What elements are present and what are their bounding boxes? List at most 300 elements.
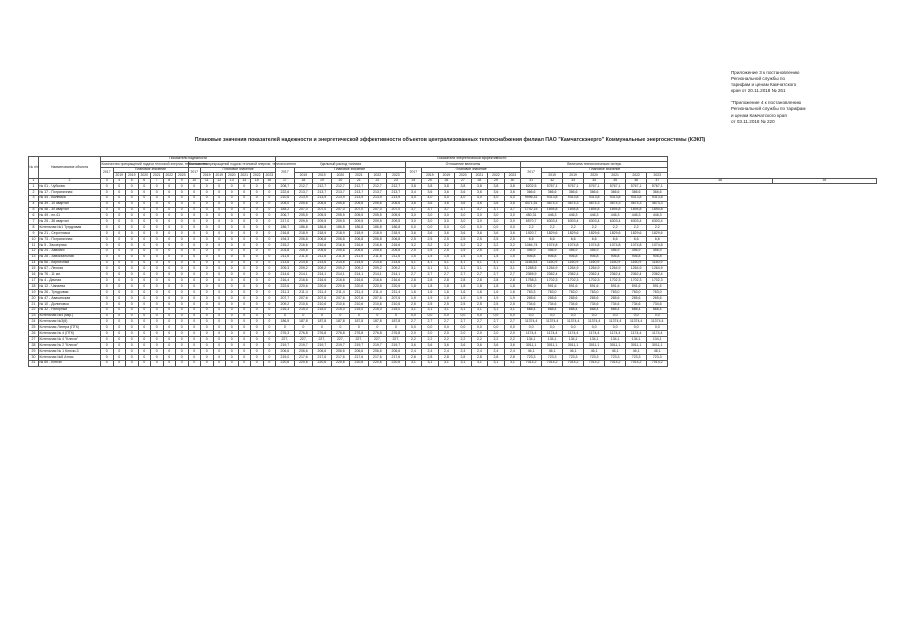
value-cell: 0 bbox=[101, 195, 114, 201]
value-cell: 276,8 bbox=[350, 331, 369, 337]
value-cell: 216,6 bbox=[294, 278, 313, 284]
value-cell: 1829,6 bbox=[542, 231, 563, 237]
value-cell: 906,8 bbox=[605, 254, 626, 260]
value-cell: 0 bbox=[238, 195, 251, 201]
value-cell: 0 bbox=[101, 225, 114, 231]
value-cell: 4,1 bbox=[504, 260, 521, 266]
object-name: № 21 - Сероглазка bbox=[39, 231, 101, 237]
value-cell: 0 bbox=[138, 231, 151, 237]
value-cell: 0 bbox=[126, 254, 139, 260]
value-cell: 2,5 bbox=[438, 301, 455, 307]
value-cell: 217,6 bbox=[294, 354, 313, 360]
value-cell: 0 bbox=[151, 331, 164, 337]
value-cell: 0 bbox=[163, 207, 176, 213]
value-cell: 206,7 bbox=[276, 213, 295, 219]
value-cell: 1920,7 bbox=[521, 231, 542, 237]
value-cell: 1694,8 bbox=[542, 207, 563, 213]
value-cell: 0 bbox=[176, 242, 189, 248]
value-cell: 0 bbox=[101, 201, 114, 207]
value-cell: 0 bbox=[201, 213, 214, 219]
value-cell: 0 bbox=[101, 236, 114, 242]
value-cell: 0 bbox=[201, 272, 214, 278]
header-year: 2019 bbox=[294, 173, 313, 178]
value-cell: 3,1 bbox=[471, 266, 488, 272]
value-cell: 0,0 bbox=[455, 225, 472, 231]
value-cell: 0 bbox=[113, 201, 126, 207]
value-cell: 0 bbox=[226, 313, 239, 319]
row-number: 29 bbox=[29, 348, 39, 354]
value-cell: 0 bbox=[251, 295, 264, 301]
value-cell: 0 bbox=[226, 219, 239, 225]
value-cell: 0 bbox=[263, 195, 276, 201]
value-cell: 211,6 bbox=[387, 254, 406, 260]
value-cell: 0 bbox=[263, 319, 276, 325]
value-cell: 11374,4 bbox=[584, 319, 605, 325]
value-cell: 9313,8 bbox=[542, 195, 563, 201]
value-cell: 214,6 bbox=[331, 260, 350, 266]
value-cell: 0 bbox=[251, 331, 264, 337]
value-cell: 0 bbox=[163, 348, 176, 354]
value-cell: 3,6 bbox=[422, 189, 439, 195]
value-cell: 0 bbox=[263, 236, 276, 242]
value-cell: 220,6 bbox=[331, 284, 350, 290]
value-cell: 2,7 bbox=[438, 272, 455, 278]
value-cell: 9996,41 bbox=[521, 195, 542, 201]
value-cell: 2,2 bbox=[626, 225, 647, 231]
value-cell: 187,8 bbox=[294, 319, 313, 325]
value-cell: 0 bbox=[176, 284, 189, 290]
value-cell: 2,2 bbox=[605, 225, 626, 231]
value-cell: 205,6 bbox=[350, 248, 369, 254]
value-cell: 0 bbox=[226, 266, 239, 272]
value-cell: 214,1 bbox=[331, 272, 350, 278]
value-cell: 2,7 bbox=[405, 319, 422, 325]
value-cell: 0,0 bbox=[405, 313, 422, 319]
value-cell: 205,6 bbox=[350, 201, 369, 207]
value-cell: 0 bbox=[238, 313, 251, 319]
value-cell: 2,0 bbox=[405, 331, 422, 337]
value-cell: 0 bbox=[113, 189, 126, 195]
value-cell: 209,2 bbox=[368, 266, 387, 272]
value-cell: 4,0 bbox=[471, 195, 488, 201]
column-number: 1 bbox=[29, 178, 39, 183]
value-cell: 3,1 bbox=[488, 266, 505, 272]
value-cell: 46,1 bbox=[563, 348, 584, 354]
value-cell: 0 bbox=[251, 254, 264, 260]
value-cell: 0 bbox=[126, 213, 139, 219]
value-cell: 0 bbox=[151, 266, 164, 272]
value-cell: 0 bbox=[238, 201, 251, 207]
value-cell: 2,0 bbox=[471, 331, 488, 337]
value-cell: 214,1 bbox=[313, 272, 332, 278]
row-number: 28 bbox=[29, 343, 39, 349]
value-cell: 207,6 bbox=[331, 295, 350, 301]
value-cell: 0 bbox=[213, 236, 226, 242]
value-cell: 2,8 bbox=[405, 354, 422, 360]
value-cell: 210,6 bbox=[331, 301, 350, 307]
row-number: 9 bbox=[29, 231, 39, 237]
value-cell: 0 bbox=[251, 272, 264, 278]
row-number: 11 bbox=[29, 242, 39, 248]
value-cell: 0 bbox=[263, 360, 276, 366]
value-cell: 1829,6 bbox=[626, 231, 647, 237]
value-cell: 211,4 bbox=[294, 289, 313, 295]
value-cell: 1174,4 bbox=[521, 331, 542, 337]
value-cell: 213,7 bbox=[350, 189, 369, 195]
value-cell: 0 bbox=[201, 325, 214, 331]
value-cell: 0 bbox=[226, 278, 239, 284]
value-cell: 0 bbox=[226, 360, 239, 366]
value-cell: 209,3 bbox=[276, 266, 295, 272]
value-cell: 0 bbox=[126, 195, 139, 201]
value-cell: 0 bbox=[238, 319, 251, 325]
value-cell: 0 bbox=[213, 207, 226, 213]
value-cell: 1,8 bbox=[422, 284, 439, 290]
value-cell: 1074,8 bbox=[626, 242, 647, 248]
value-cell: 0,0 bbox=[563, 325, 584, 331]
header-sub-c: Удельный расход топлива bbox=[276, 162, 406, 167]
value-cell: 1074,8 bbox=[584, 242, 605, 248]
value-cell: 227, bbox=[350, 337, 369, 343]
value-cell: 134,1 bbox=[626, 337, 647, 343]
header-year: 2022 bbox=[368, 173, 387, 178]
value-cell: 218,9 bbox=[387, 231, 406, 237]
value-cell: 209,5 bbox=[294, 219, 313, 225]
value-cell: 0 bbox=[201, 307, 214, 313]
value-cell: 3,0 bbox=[504, 213, 521, 219]
value-cell: 6303,4 bbox=[542, 219, 563, 225]
value-cell: 0,0 bbox=[504, 225, 521, 231]
value-cell: 0 bbox=[368, 325, 387, 331]
value-cell: 209,2 bbox=[276, 301, 295, 307]
value-cell: 1,6 bbox=[455, 289, 472, 295]
value-cell: 214,1 bbox=[294, 272, 313, 278]
value-cell: 213,9 bbox=[368, 195, 387, 201]
column-number: 6 bbox=[138, 178, 151, 183]
value-cell: 668,4 bbox=[521, 307, 542, 313]
value-cell: 0 bbox=[113, 183, 126, 189]
object-name: Котельная № 1 Ключи-3 bbox=[39, 348, 101, 354]
value-cell: 1174,4 bbox=[647, 331, 668, 337]
value-cell: 205,6 bbox=[387, 201, 406, 207]
value-cell: 222,6 bbox=[276, 284, 295, 290]
value-cell: 0 bbox=[226, 295, 239, 301]
header-plan: Плановое значение bbox=[113, 167, 188, 172]
value-cell: 0 bbox=[201, 242, 214, 248]
value-cell: 3,6 bbox=[471, 231, 488, 237]
value-cell: 0 bbox=[226, 301, 239, 307]
value-cell: 0 bbox=[263, 289, 276, 295]
value-cell: 1694,8 bbox=[626, 207, 647, 213]
value-cell: 0 bbox=[313, 313, 332, 319]
value-cell: 215,0 bbox=[276, 354, 295, 360]
value-cell: 0 bbox=[151, 189, 164, 195]
value-cell: 2,5 bbox=[471, 301, 488, 307]
value-cell: 0 bbox=[251, 219, 264, 225]
value-cell: 0 bbox=[188, 207, 201, 213]
value-cell: 2,5 bbox=[471, 248, 488, 254]
header-year: 2019 bbox=[422, 173, 439, 178]
value-cell: 0 bbox=[188, 236, 201, 242]
value-cell: 0 bbox=[188, 266, 201, 272]
value-cell: 0 bbox=[138, 266, 151, 272]
value-cell: 0 bbox=[251, 278, 264, 284]
value-cell: 1,9 bbox=[488, 295, 505, 301]
value-cell: 205,5 bbox=[387, 213, 406, 219]
object-name: Котельная № 4 "Ключи" bbox=[39, 337, 101, 343]
value-cell: 206,8 bbox=[350, 236, 369, 242]
value-cell: 0 bbox=[163, 295, 176, 301]
value-cell: 0 bbox=[126, 331, 139, 337]
value-cell: 734,6 bbox=[521, 301, 542, 307]
value-cell: 0 bbox=[276, 325, 295, 331]
value-cell: 0 bbox=[138, 337, 151, 343]
value-cell: 1694,8 bbox=[563, 207, 584, 213]
value-cell: 3,1 bbox=[405, 266, 422, 272]
value-cell: 0 bbox=[350, 313, 369, 319]
value-cell: 0 bbox=[126, 248, 139, 254]
value-cell: 3,6 bbox=[405, 201, 422, 207]
value-cell: 220,6 bbox=[276, 360, 295, 366]
object-name: № 25 - 38 квартал bbox=[39, 219, 101, 225]
value-cell: 1074,8 bbox=[605, 242, 626, 248]
header-year: 2020 bbox=[138, 173, 151, 178]
value-cell: 0 bbox=[263, 242, 276, 248]
value-cell: 0 bbox=[201, 289, 214, 295]
value-cell: 0 bbox=[126, 343, 139, 349]
value-cell: 668,4 bbox=[605, 307, 626, 313]
value-cell: 0 bbox=[151, 325, 164, 331]
value-cell: 0 bbox=[213, 189, 226, 195]
value-cell: 207,0 bbox=[313, 207, 332, 213]
value-cell: 4,1 bbox=[471, 260, 488, 266]
value-cell: 1,6 bbox=[488, 289, 505, 295]
value-cell: 0 bbox=[188, 242, 201, 248]
object-name: № 10 - Долиновка bbox=[39, 301, 101, 307]
header-year: 2020 bbox=[455, 173, 472, 178]
value-cell: 216,3 bbox=[276, 307, 295, 313]
value-cell: 0 bbox=[176, 301, 189, 307]
value-cell: 446,3 bbox=[563, 213, 584, 219]
value-cell: 0 bbox=[251, 248, 264, 254]
column-number: 25 bbox=[422, 178, 439, 183]
value-cell: 0 bbox=[163, 313, 176, 319]
value-cell: 220,6 bbox=[294, 360, 313, 366]
value-cell: 0 bbox=[138, 254, 151, 260]
value-cell: 203,8 bbox=[276, 248, 295, 254]
value-cell: 0 bbox=[163, 278, 176, 284]
value-cell: 0 bbox=[213, 183, 226, 189]
value-cell: 2,8 bbox=[438, 354, 455, 360]
value-cell: 2,5 bbox=[504, 236, 521, 242]
value-cell: 0 bbox=[213, 301, 226, 307]
value-cell: 0 bbox=[101, 207, 114, 213]
value-cell: 207,6 bbox=[313, 295, 332, 301]
value-cell: 4674,3 bbox=[647, 201, 668, 207]
value-cell: 0 bbox=[226, 319, 239, 325]
value-cell: 3,6 bbox=[438, 189, 455, 195]
value-cell: 906,8 bbox=[542, 254, 563, 260]
column-number: 8 bbox=[163, 178, 176, 183]
value-cell: 0 bbox=[294, 325, 313, 331]
value-cell: 4674,3 bbox=[563, 201, 584, 207]
object-name: № 5 - Заозерная bbox=[39, 242, 101, 248]
value-cell: 2,2 bbox=[647, 225, 668, 231]
value-cell: 0 bbox=[163, 231, 176, 237]
value-cell: 0 bbox=[251, 319, 264, 325]
object-name: № 24 - Завойко bbox=[39, 248, 101, 254]
value-cell: 217,6 bbox=[313, 354, 332, 360]
value-cell: 0 bbox=[263, 284, 276, 290]
value-cell: 0 bbox=[238, 272, 251, 278]
value-cell: 134,1 bbox=[563, 337, 584, 343]
value-cell: 212,7 bbox=[313, 183, 332, 189]
value-cell: 0 bbox=[226, 207, 239, 213]
value-cell: 0 bbox=[226, 231, 239, 237]
value-cell: 3,0 bbox=[455, 219, 472, 225]
value-cell: 265,6 bbox=[584, 295, 605, 301]
value-cell: 456,9 bbox=[563, 248, 584, 254]
value-cell: 0 bbox=[251, 284, 264, 290]
value-cell: 0 bbox=[213, 278, 226, 284]
value-cell: 265,6 bbox=[647, 295, 668, 301]
value-cell: 0 bbox=[226, 260, 239, 266]
value-cell: 205,6 bbox=[331, 201, 350, 207]
value-cell: 0,0 bbox=[647, 313, 668, 319]
value-cell: 0 bbox=[113, 213, 126, 219]
value-cell: 0 bbox=[188, 301, 201, 307]
value-cell: 5767,1 bbox=[584, 183, 605, 189]
value-cell: 0 bbox=[101, 248, 114, 254]
value-cell: 6303,4 bbox=[605, 219, 626, 225]
value-cell: 906,8 bbox=[647, 254, 668, 260]
value-cell: 3,2 bbox=[438, 242, 455, 248]
value-cell: 0 bbox=[188, 319, 201, 325]
value-cell: 0 bbox=[213, 260, 226, 266]
value-cell: 211,6 bbox=[313, 254, 332, 260]
value-cell: 0,0 bbox=[626, 313, 647, 319]
value-cell: 211,6 bbox=[331, 254, 350, 260]
value-cell: 0 bbox=[163, 248, 176, 254]
value-cell: 212,7 bbox=[368, 183, 387, 189]
value-cell: 211,4 bbox=[331, 289, 350, 295]
value-cell: 215,0 bbox=[350, 307, 369, 313]
value-cell: 0 bbox=[226, 201, 239, 207]
value-cell: 0,0 bbox=[563, 313, 584, 319]
header-year: 2017 bbox=[405, 167, 422, 178]
value-cell: 3,7 bbox=[455, 207, 472, 213]
value-cell: 763,3 bbox=[521, 289, 542, 295]
value-cell: 0 bbox=[138, 284, 151, 290]
value-cell: 3,0 bbox=[504, 219, 521, 225]
value-cell: 0 bbox=[101, 313, 114, 319]
value-cell: 0 bbox=[251, 343, 264, 349]
value-cell: 0 bbox=[126, 289, 139, 295]
value-cell: 0 bbox=[138, 295, 151, 301]
row-number: 2 bbox=[29, 189, 39, 195]
header-year: 2019 bbox=[438, 173, 455, 178]
value-cell: 220,6 bbox=[331, 360, 350, 366]
value-cell: 1,9 bbox=[471, 295, 488, 301]
value-cell: 216,6 bbox=[331, 278, 350, 284]
value-cell: 0 bbox=[176, 183, 189, 189]
value-cell: 3,1 bbox=[438, 360, 455, 366]
value-cell: 723,3 bbox=[584, 354, 605, 360]
value-cell: 4,1 bbox=[422, 260, 439, 266]
value-cell: 591,6 bbox=[626, 284, 647, 290]
value-cell: 210,6 bbox=[387, 301, 406, 307]
value-cell: 1829,6 bbox=[584, 231, 605, 237]
value-cell: 1,6 bbox=[438, 289, 455, 295]
value-cell: 1694,8 bbox=[647, 207, 668, 213]
value-cell: 0 bbox=[226, 354, 239, 360]
value-cell: 0 bbox=[238, 213, 251, 219]
column-number: 38 bbox=[668, 178, 772, 183]
value-cell: 2365,9 bbox=[521, 272, 542, 278]
value-cell: 206,6 bbox=[331, 348, 350, 354]
value-cell: 668,4 bbox=[647, 307, 668, 313]
value-cell: 2,2 bbox=[405, 337, 422, 343]
column-number: 13 bbox=[226, 178, 239, 183]
value-cell: 0 bbox=[251, 195, 264, 201]
value-cell: 0 bbox=[126, 284, 139, 290]
value-cell: 227, bbox=[368, 337, 387, 343]
value-cell: 0 bbox=[151, 219, 164, 225]
value-cell: 4,1 bbox=[488, 260, 505, 266]
header-year: 2017 bbox=[276, 167, 295, 178]
object-name: Котельная № 4 (ПТК) bbox=[39, 331, 101, 337]
value-cell: 0 bbox=[138, 213, 151, 219]
value-cell: 0 bbox=[101, 284, 114, 290]
value-cell: 0 bbox=[151, 242, 164, 248]
value-cell: 366,6 bbox=[521, 189, 542, 195]
value-cell: 2,5 bbox=[455, 248, 472, 254]
value-cell: 763,0 bbox=[542, 289, 563, 295]
value-cell: 0 bbox=[138, 236, 151, 242]
value-cell: 0 bbox=[176, 248, 189, 254]
value-cell: 7014,2 bbox=[605, 360, 626, 366]
value-cell: 0 bbox=[238, 295, 251, 301]
value-cell: 3,6 bbox=[422, 201, 439, 207]
value-cell: 2,2 bbox=[563, 225, 584, 231]
value-cell: 6,6 bbox=[647, 236, 668, 242]
value-cell: 0 bbox=[213, 219, 226, 225]
appendix-note bbox=[731, 70, 843, 125]
value-cell: 0 bbox=[238, 301, 251, 307]
column-number: 26 bbox=[438, 178, 455, 183]
value-cell: 0 bbox=[151, 337, 164, 343]
value-cell: 723,3 bbox=[521, 354, 542, 360]
value-cell: 763,0 bbox=[605, 289, 626, 295]
value-cell: 0 bbox=[163, 301, 176, 307]
value-cell: 205,5 bbox=[331, 213, 350, 219]
value-cell: 0 bbox=[213, 319, 226, 325]
value-cell: 1,6 bbox=[422, 289, 439, 295]
value-cell: 9313,8 bbox=[584, 195, 605, 201]
value-cell: 134,1 bbox=[605, 337, 626, 343]
value-cell: 0 bbox=[263, 325, 276, 331]
value-cell: 3,6 bbox=[488, 231, 505, 237]
value-cell: 0 bbox=[313, 325, 332, 331]
value-cell: 2,4 bbox=[488, 348, 505, 354]
value-cell: 456,9 bbox=[542, 248, 563, 254]
value-cell: 4471,51 bbox=[521, 201, 542, 207]
value-cell: 4674,3 bbox=[605, 201, 626, 207]
value-cell: 0 bbox=[176, 231, 189, 237]
value-cell: 214,6 bbox=[313, 260, 332, 266]
value-cell: 2,4 bbox=[455, 348, 472, 354]
value-cell: 3,6 bbox=[405, 343, 422, 349]
